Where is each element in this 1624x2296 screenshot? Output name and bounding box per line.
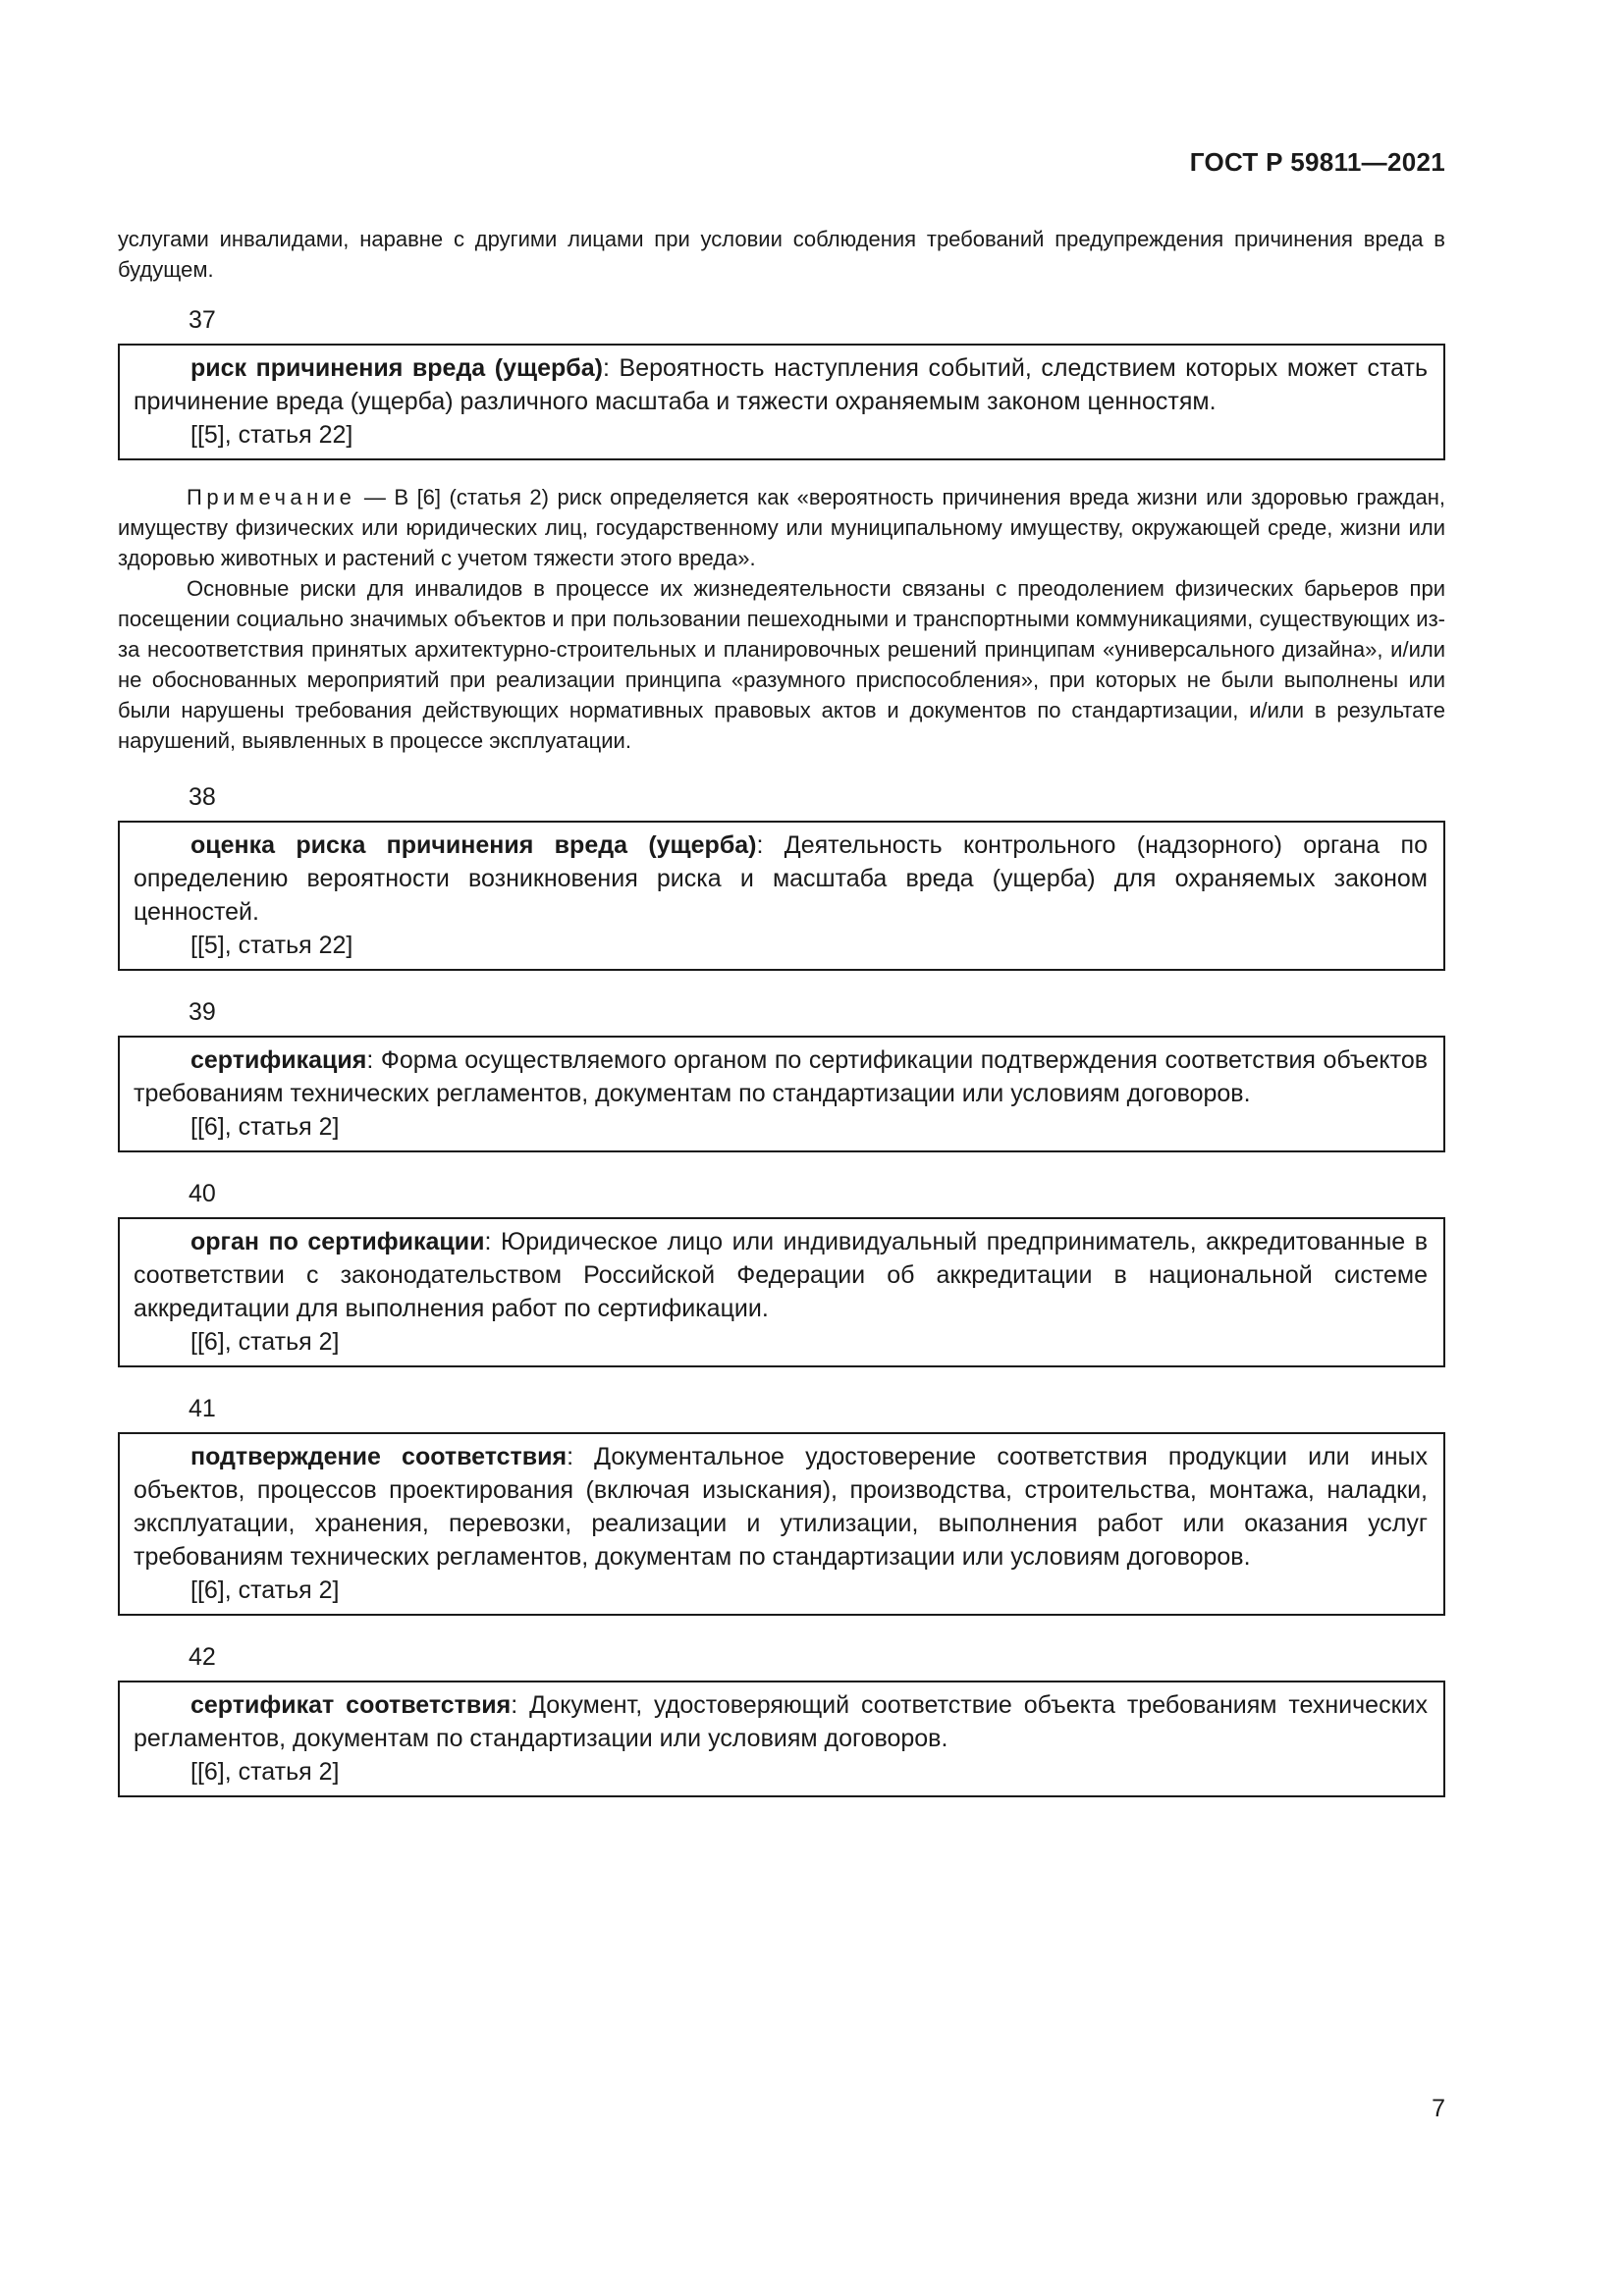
page-content (118, 224, 1445, 1797)
term-box (118, 1432, 1445, 1616)
term-box (118, 821, 1445, 971)
term-definition: : Деятельность контрольного (надзорного) органа по определению вероятности возникновения риска и масштаба вреда (ущерба) для охраняемых законом ценностей. (134, 831, 1428, 926)
note-block (118, 482, 1445, 756)
term-definition: : Юридическое лицо или индивидуальный предприниматель, аккредитованные в соответствии с законодательством Российской Федерации об аккредитации в национальной системе аккредитации для выполнения работ по сертификации. (134, 1228, 1428, 1322)
term-entry-38 (118, 781, 1445, 971)
term-source: [[5], статья 22] (190, 932, 353, 959)
term-entry-41 (118, 1393, 1445, 1616)
page-number: 7 (1432, 2095, 1445, 2122)
term-source: [[6], статья 2] (190, 1576, 340, 1604)
term-number: 40 (189, 1180, 216, 1207)
term-definition: : Вероятность наступления событий, следствием которых может стать причинение вреда (ущерба) различного масштаба и тяжести охраняемым законом ценностям. (134, 354, 1428, 415)
note-label: Примечание (187, 485, 356, 509)
term-definition: : Документальное удостоверение соответствия продукции или иных объектов, процессов проектирования (включая изыскания), производства, строительства, монтажа, наладки, эксплуатации, хранения, перевозки, реализации и утилизации, выполнения работ или оказания услуг требованиям технических регламентов, документам по стандартизации или условиям договоров. (134, 1443, 1428, 1571)
term-title: сертификация (190, 1046, 367, 1074)
term-box (118, 344, 1445, 460)
term-number: 42 (189, 1643, 216, 1671)
term-title: оценка риска причинения вреда (ущерба) (190, 831, 757, 859)
term-definition: : Форма осуществляемого органом по сертификации подтверждения соответствия объектов требованиям технических регламентов, документам по стандартизации или условиям договоров. (134, 1046, 1428, 1107)
term-title: подтверждение соответствия (190, 1443, 568, 1470)
term-source: [[6], статья 2] (190, 1328, 340, 1356)
term-box (118, 1036, 1445, 1152)
term-number: 38 (189, 783, 216, 811)
term-title: орган по сертификации (190, 1228, 485, 1255)
term-box (118, 1217, 1445, 1367)
document-code-header: ГОСТ Р 59811—2021 (1189, 147, 1445, 177)
term-number: 37 (189, 306, 216, 334)
term-title: сертификат соответствия (190, 1691, 512, 1719)
term-entry-37 (118, 304, 1445, 460)
term-entry-39 (118, 996, 1445, 1152)
term-number: 39 (189, 998, 216, 1026)
term-box (118, 1681, 1445, 1797)
term-source: [[6], статья 2] (190, 1758, 340, 1786)
note-text: — В [6] (статья 2) риск определяется как «вероятность причинения вреда жизни или здоровью граждан, имуществу физических или юридических лиц, государственному или муниципальному имуществу, окружающей среде, жизни или здоровью животных и растений с учетом тяжести этого вреда». (118, 485, 1445, 570)
term-title: риск причинения вреда (ущерба) (190, 354, 603, 382)
term-source: [[6], статья 2] (190, 1113, 340, 1141)
term-definition: : Документ, удостоверяющий соответствие объекта требованиям технических регламентов, документам по стандартизации или условиям договоров. (134, 1691, 1428, 1752)
term-source: [[5], статья 22] (190, 421, 353, 449)
intro-paragraph: услугами инвалидами, наравне с другими лицами при условии соблюдения требований предупреждения причинения вреда в будущем. (118, 227, 1445, 282)
term-entry-42 (118, 1641, 1445, 1797)
term-entry-40 (118, 1178, 1445, 1367)
term-number: 41 (189, 1395, 216, 1422)
main-paragraph: Основные риски для инвалидов в процессе их жизнедеятельности связаны с преодолением физических барьеров при посещении социально значимых объектов и при пользовании пешеходными и транспортными коммуникациями, существующих из-за несоответствия принятых архитектурно-строительных и планировочных решений принципам «универсального дизайна», и/или не обоснованных мероприятий при реализации принципа «разумного приспособления», при которых не были выполнены или были нарушены требования действующих нормативных правовых актов и документов по стандартизации, и/или в результате нарушений, выявленных в процессе эксплуатации. (118, 576, 1445, 753)
